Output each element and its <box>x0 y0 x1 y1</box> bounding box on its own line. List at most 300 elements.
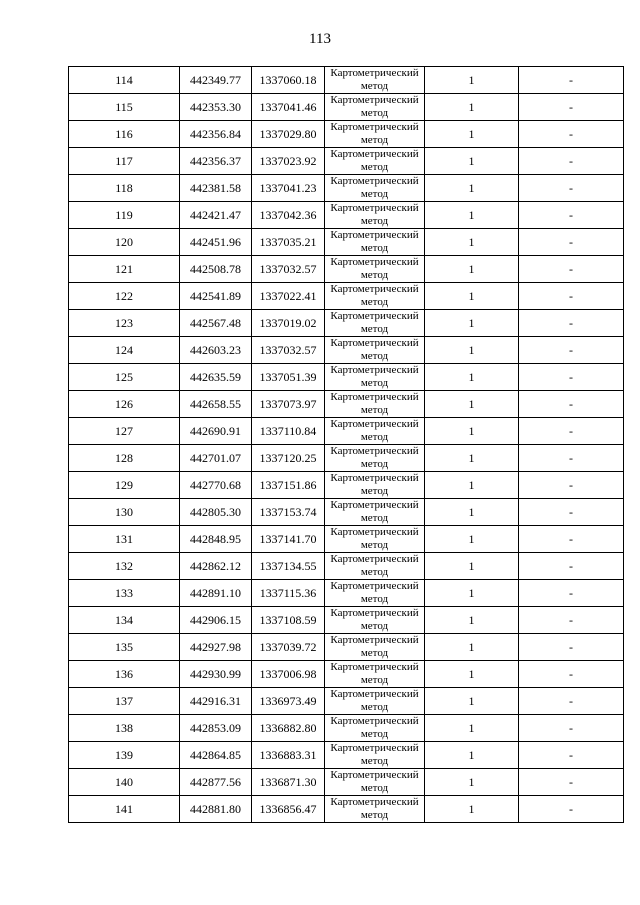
point-number: 130 <box>115 504 133 519</box>
note-cell <box>519 202 624 229</box>
method-label-line1: Картометрический <box>330 499 419 511</box>
accuracy-value: 1 <box>468 423 475 438</box>
note-value: - <box>569 369 573 384</box>
accuracy-value: 1 <box>468 207 475 222</box>
method-label-line2: метод <box>360 539 389 551</box>
y-coordinate-cell <box>252 634 325 661</box>
x-coordinate: 442658.55 <box>190 396 241 411</box>
x-coordinate-cell <box>180 607 252 634</box>
method-cell <box>325 94 425 121</box>
method-label-line1: Картометрический <box>330 796 419 808</box>
y-coordinate: 1337153.74 <box>259 504 317 519</box>
table-row <box>69 715 624 742</box>
point-number: 140 <box>115 774 133 789</box>
table-row <box>69 499 624 526</box>
method-cell <box>325 607 425 634</box>
table-row <box>69 607 624 634</box>
x-coordinate: 442508.78 <box>190 261 241 276</box>
accuracy-cell <box>425 607 519 634</box>
y-coordinate: 1336973.49 <box>259 693 317 708</box>
method-label-line2: метод <box>360 242 389 254</box>
note-cell <box>519 715 624 742</box>
note-value: - <box>569 72 573 87</box>
table-row <box>69 796 624 823</box>
method-label-line1: Картометрический <box>330 364 419 376</box>
x-coordinate: 442770.68 <box>190 477 241 492</box>
table-row <box>69 526 624 553</box>
y-coordinate-cell <box>252 769 325 796</box>
y-coordinate: 1337042.36 <box>259 207 317 222</box>
table-row <box>69 418 624 445</box>
x-coordinate-cell <box>180 553 252 580</box>
table-row <box>69 148 624 175</box>
x-coordinate: 442356.37 <box>190 153 241 168</box>
method-label-line1: Картометрический <box>330 391 419 403</box>
x-coordinate-cell <box>180 337 252 364</box>
point-number-cell <box>69 580 180 607</box>
method-label-line1: Картометрический <box>330 283 419 295</box>
method-cell <box>325 526 425 553</box>
note-cell <box>519 580 624 607</box>
y-coordinate-cell <box>252 472 325 499</box>
y-coordinate: 1337141.70 <box>259 531 317 546</box>
point-number-cell <box>69 499 180 526</box>
method-label-line2: метод <box>360 593 389 605</box>
note-value: - <box>569 801 573 816</box>
x-coordinate: 442635.59 <box>190 369 241 384</box>
y-coordinate: 1337006.98 <box>259 666 317 681</box>
method-label-line2: метод <box>360 755 389 767</box>
y-coordinate: 1337134.55 <box>259 558 317 573</box>
point-number: 129 <box>115 477 133 492</box>
x-coordinate: 442877.56 <box>190 774 241 789</box>
table-row <box>69 94 624 121</box>
accuracy-cell <box>425 337 519 364</box>
method-label-line1: Картометрический <box>330 688 419 700</box>
y-coordinate: 1337039.72 <box>259 639 317 654</box>
accuracy-cell <box>425 472 519 499</box>
method-cell <box>325 175 425 202</box>
accuracy-value: 1 <box>468 747 475 762</box>
note-cell <box>519 607 624 634</box>
y-coordinate-cell <box>252 67 325 94</box>
accuracy-value: 1 <box>468 396 475 411</box>
method-cell <box>325 742 425 769</box>
x-coordinate-cell <box>180 175 252 202</box>
accuracy-value: 1 <box>468 720 475 735</box>
x-coordinate: 442381.58 <box>190 180 241 195</box>
method-cell <box>325 499 425 526</box>
method-cell <box>325 634 425 661</box>
note-cell <box>519 364 624 391</box>
point-number-cell <box>69 634 180 661</box>
x-coordinate: 442451.96 <box>190 234 241 249</box>
x-coordinate: 442805.30 <box>190 504 241 519</box>
note-cell <box>519 445 624 472</box>
note-cell <box>519 391 624 418</box>
x-coordinate-cell <box>180 445 252 472</box>
point-number: 115 <box>115 99 133 114</box>
x-coordinate: 442353.30 <box>190 99 241 114</box>
accuracy-value: 1 <box>468 369 475 384</box>
note-cell <box>519 418 624 445</box>
y-coordinate: 1336871.30 <box>259 774 317 789</box>
table-row <box>69 634 624 661</box>
accuracy-cell <box>425 661 519 688</box>
x-coordinate-cell <box>180 418 252 445</box>
x-coordinate-cell <box>180 742 252 769</box>
point-number-cell <box>69 175 180 202</box>
point-number: 125 <box>115 369 133 384</box>
method-cell <box>325 391 425 418</box>
y-coordinate-cell <box>252 337 325 364</box>
method-label-line2: метод <box>360 296 389 308</box>
coordinates-table <box>68 66 624 823</box>
accuracy-cell <box>425 742 519 769</box>
point-number: 132 <box>115 558 133 573</box>
x-coordinate: 442349.77 <box>190 72 241 87</box>
accuracy-value: 1 <box>468 126 475 141</box>
x-coordinate: 442906.15 <box>190 612 241 627</box>
y-coordinate: 1337032.57 <box>259 261 317 276</box>
table-row <box>69 688 624 715</box>
y-coordinate-cell <box>252 796 325 823</box>
method-cell <box>325 580 425 607</box>
accuracy-cell <box>425 364 519 391</box>
accuracy-cell <box>425 688 519 715</box>
accuracy-cell <box>425 526 519 553</box>
point-number-cell <box>69 742 180 769</box>
point-number: 127 <box>115 423 133 438</box>
accuracy-cell <box>425 445 519 472</box>
y-coordinate-cell <box>252 580 325 607</box>
note-cell <box>519 67 624 94</box>
method-label-line2: метод <box>360 728 389 740</box>
y-coordinate-cell <box>252 742 325 769</box>
table-row <box>69 391 624 418</box>
note-cell <box>519 634 624 661</box>
method-label-line2: метод <box>360 674 389 686</box>
x-coordinate: 442567.48 <box>190 315 241 330</box>
note-cell <box>519 688 624 715</box>
method-cell <box>325 688 425 715</box>
point-number: 119 <box>115 207 133 222</box>
table-row <box>69 445 624 472</box>
method-cell <box>325 256 425 283</box>
y-coordinate-cell <box>252 445 325 472</box>
point-number: 117 <box>115 153 133 168</box>
accuracy-value: 1 <box>468 450 475 465</box>
note-cell <box>519 499 624 526</box>
point-number: 116 <box>115 126 133 141</box>
x-coordinate-cell <box>180 526 252 553</box>
note-value: - <box>569 774 573 789</box>
method-label-line1: Картометрический <box>330 148 419 160</box>
method-label-line2: метод <box>360 107 389 119</box>
method-label-line2: метод <box>360 80 389 92</box>
note-value: - <box>569 234 573 249</box>
note-value: - <box>569 261 573 276</box>
method-label-line1: Картометрический <box>330 580 419 592</box>
x-coordinate: 442356.84 <box>190 126 241 141</box>
note-cell <box>519 769 624 796</box>
x-coordinate: 442603.23 <box>190 342 241 357</box>
accuracy-value: 1 <box>468 315 475 330</box>
method-label-line2: метод <box>360 512 389 524</box>
method-cell <box>325 553 425 580</box>
accuracy-cell <box>425 310 519 337</box>
point-number: 120 <box>115 234 133 249</box>
accuracy-value: 1 <box>468 180 475 195</box>
method-cell <box>325 445 425 472</box>
method-label-line2: метод <box>360 215 389 227</box>
note-value: - <box>569 99 573 114</box>
y-coordinate-cell <box>252 283 325 310</box>
method-cell <box>325 148 425 175</box>
x-coordinate-cell <box>180 634 252 661</box>
y-coordinate: 1336856.47 <box>259 801 317 816</box>
method-cell <box>325 769 425 796</box>
x-coordinate: 442862.12 <box>190 558 241 573</box>
method-cell <box>325 715 425 742</box>
y-coordinate-cell <box>252 391 325 418</box>
note-value: - <box>569 477 573 492</box>
x-coordinate: 442930.99 <box>190 666 241 681</box>
point-number: 118 <box>115 180 133 195</box>
accuracy-cell <box>425 67 519 94</box>
point-number: 114 <box>115 72 133 87</box>
accuracy-value: 1 <box>468 99 475 114</box>
y-coordinate-cell <box>252 256 325 283</box>
accuracy-value: 1 <box>468 261 475 276</box>
accuracy-value: 1 <box>468 585 475 600</box>
method-label-line2: метод <box>360 323 389 335</box>
y-coordinate-cell <box>252 526 325 553</box>
point-number-cell <box>69 715 180 742</box>
x-coordinate: 442853.09 <box>190 720 241 735</box>
x-coordinate-cell <box>180 121 252 148</box>
x-coordinate: 442690.91 <box>190 423 241 438</box>
point-number-cell <box>69 148 180 175</box>
method-label-line2: метод <box>360 404 389 416</box>
table-row <box>69 661 624 688</box>
accuracy-cell <box>425 391 519 418</box>
accuracy-cell <box>425 148 519 175</box>
x-coordinate: 442881.80 <box>190 801 241 816</box>
y-coordinate-cell <box>252 148 325 175</box>
method-cell <box>325 283 425 310</box>
method-label-line1: Картометрический <box>330 175 419 187</box>
x-coordinate-cell <box>180 391 252 418</box>
note-cell <box>519 526 624 553</box>
point-number-cell <box>69 472 180 499</box>
accuracy-cell <box>425 175 519 202</box>
note-cell <box>519 148 624 175</box>
x-coordinate-cell <box>180 229 252 256</box>
point-number-cell <box>69 310 180 337</box>
method-label-line2: метод <box>360 566 389 578</box>
table-row <box>69 229 624 256</box>
accuracy-cell <box>425 769 519 796</box>
y-coordinate-cell <box>252 553 325 580</box>
y-coordinate: 1337023.92 <box>259 153 317 168</box>
accuracy-cell <box>425 553 519 580</box>
note-value: - <box>569 207 573 222</box>
note-cell <box>519 94 624 121</box>
point-number: 123 <box>115 315 133 330</box>
table-row <box>69 121 624 148</box>
method-label-line1: Картометрический <box>330 742 419 754</box>
note-value: - <box>569 423 573 438</box>
note-cell <box>519 553 624 580</box>
method-cell <box>325 661 425 688</box>
method-cell <box>325 121 425 148</box>
y-coordinate: 1337115.36 <box>259 585 317 600</box>
note-cell <box>519 256 624 283</box>
note-value: - <box>569 126 573 141</box>
y-coordinate-cell <box>252 688 325 715</box>
method-label-line1: Картометрический <box>330 715 419 727</box>
note-value: - <box>569 693 573 708</box>
note-value: - <box>569 747 573 762</box>
y-coordinate: 1337022.41 <box>259 288 317 303</box>
point-number-cell <box>69 526 180 553</box>
method-cell <box>325 310 425 337</box>
point-number-cell <box>69 607 180 634</box>
note-value: - <box>569 153 573 168</box>
x-coordinate-cell <box>180 67 252 94</box>
accuracy-cell <box>425 283 519 310</box>
table-row <box>69 67 624 94</box>
table-row <box>69 553 624 580</box>
x-coordinate-cell <box>180 715 252 742</box>
y-coordinate: 1337041.46 <box>259 99 317 114</box>
method-label-line1: Картометрический <box>330 445 419 457</box>
y-coordinate-cell <box>252 310 325 337</box>
x-coordinate-cell <box>180 256 252 283</box>
method-cell <box>325 229 425 256</box>
note-cell <box>519 472 624 499</box>
y-coordinate: 1337032.57 <box>259 342 317 357</box>
note-cell <box>519 121 624 148</box>
x-coordinate-cell <box>180 310 252 337</box>
point-number: 138 <box>115 720 133 735</box>
note-cell <box>519 310 624 337</box>
point-number-cell <box>69 445 180 472</box>
accuracy-value: 1 <box>468 612 475 627</box>
method-label-line1: Картометрический <box>330 256 419 268</box>
note-cell <box>519 337 624 364</box>
note-value: - <box>569 504 573 519</box>
point-number-cell <box>69 661 180 688</box>
x-coordinate: 442848.95 <box>190 531 241 546</box>
method-cell <box>325 202 425 229</box>
x-coordinate-cell <box>180 580 252 607</box>
accuracy-value: 1 <box>468 477 475 492</box>
method-cell <box>325 337 425 364</box>
accuracy-value: 1 <box>468 666 475 681</box>
point-number: 121 <box>115 261 133 276</box>
method-label-line1: Картометрический <box>330 337 419 349</box>
table-row <box>69 472 624 499</box>
x-coordinate: 442891.10 <box>190 585 241 600</box>
point-number-cell <box>69 364 180 391</box>
note-value: - <box>569 531 573 546</box>
accuracy-value: 1 <box>468 153 475 168</box>
point-number: 136 <box>115 666 133 681</box>
note-value: - <box>569 585 573 600</box>
method-cell <box>325 364 425 391</box>
note-value: - <box>569 612 573 627</box>
method-cell <box>325 796 425 823</box>
note-value: - <box>569 180 573 195</box>
point-number: 139 <box>115 747 133 762</box>
method-label-line2: метод <box>360 620 389 632</box>
accuracy-cell <box>425 715 519 742</box>
accuracy-value: 1 <box>468 72 475 87</box>
method-label-line1: Картометрический <box>330 526 419 538</box>
note-value: - <box>569 342 573 357</box>
accuracy-value: 1 <box>468 342 475 357</box>
accuracy-cell <box>425 796 519 823</box>
method-label-line1: Картометрический <box>330 607 419 619</box>
table-row <box>69 175 624 202</box>
y-coordinate: 1337108.59 <box>259 612 317 627</box>
y-coordinate-cell <box>252 175 325 202</box>
accuracy-value: 1 <box>468 234 475 249</box>
note-cell <box>519 742 624 769</box>
point-number: 133 <box>115 585 133 600</box>
x-coordinate-cell <box>180 364 252 391</box>
x-coordinate: 442916.31 <box>190 693 241 708</box>
note-value: - <box>569 639 573 654</box>
accuracy-value: 1 <box>468 801 475 816</box>
y-coordinate: 1337019.02 <box>259 315 317 330</box>
y-coordinate: 1337110.84 <box>259 423 317 438</box>
y-coordinate: 1337060.18 <box>259 72 317 87</box>
x-coordinate-cell <box>180 283 252 310</box>
y-coordinate-cell <box>252 661 325 688</box>
point-number-cell <box>69 229 180 256</box>
accuracy-value: 1 <box>468 774 475 789</box>
method-cell <box>325 472 425 499</box>
x-coordinate: 442541.89 <box>190 288 241 303</box>
accuracy-cell <box>425 202 519 229</box>
point-number-cell <box>69 94 180 121</box>
point-number: 141 <box>115 801 133 816</box>
y-coordinate: 1337041.23 <box>259 180 317 195</box>
point-number-cell <box>69 418 180 445</box>
y-coordinate: 1337120.25 <box>259 450 317 465</box>
y-coordinate-cell <box>252 229 325 256</box>
accuracy-cell <box>425 121 519 148</box>
y-coordinate: 1337073.97 <box>259 396 317 411</box>
note-value: - <box>569 288 573 303</box>
x-coordinate-cell <box>180 472 252 499</box>
accuracy-cell <box>425 499 519 526</box>
point-number: 134 <box>115 612 133 627</box>
note-value: - <box>569 450 573 465</box>
note-value: - <box>569 720 573 735</box>
method-label-line2: метод <box>360 431 389 443</box>
note-cell <box>519 175 624 202</box>
y-coordinate: 1336883.31 <box>259 747 317 762</box>
table-row <box>69 256 624 283</box>
y-coordinate-cell <box>252 121 325 148</box>
accuracy-cell <box>425 418 519 445</box>
accuracy-value: 1 <box>468 504 475 519</box>
method-label-line2: метод <box>360 647 389 659</box>
